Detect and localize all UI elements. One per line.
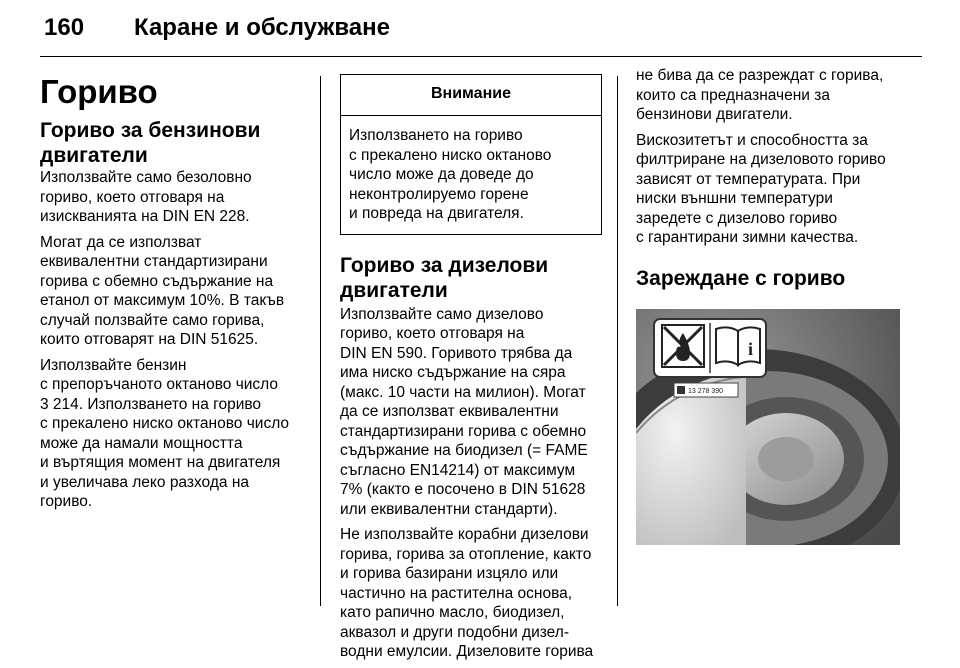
- col3-paragraph-2: Вискозитетът и способността за филтриране на дизеловото гориво зависят от температурата. При ниски външни температури заредете с дизелово гориво с гарантирани зимни качества.: [636, 131, 886, 246]
- petrol-heading: Гориво за бензинови двигатели: [40, 119, 261, 167]
- column-divider-1: [320, 76, 321, 606]
- svg-text:i: i: [748, 338, 754, 359]
- warning-body: [341, 116, 601, 234]
- page-header: [44, 14, 924, 50]
- fuel-filler-illustration: [636, 309, 900, 545]
- column-3: [636, 66, 906, 545]
- petrol-paragraph-3: Използвайте бензин с препоръчаното октаново число 3 214. Използването на гориво с прекалено ниско октаново число може да намали мощността и въртящия момент на двигателя и увеличава леко разхода на гориво.: [40, 356, 290, 510]
- petrol-paragraph-2: Могат да се използват еквивалентни стандартизирани горива с обемно съдържание на етанол от максимум 10%. В такъв случай ползвайте само горива, които отговарят на DIN 51625.: [40, 233, 285, 348]
- section-title: Каране и обслужване: [134, 14, 390, 41]
- column-divider-2: [617, 76, 618, 606]
- warning-title: Внимание: [341, 75, 601, 116]
- column-2: [340, 66, 602, 668]
- petrol-paragraph-1: Използвайте само безоловно гориво, което отговаря на изискванията на DIN EN 228.: [40, 169, 252, 225]
- page-number: 160: [44, 14, 85, 41]
- warning-text: Използването на гориво с прекалено ниско октаново число може да доведе до неконтролируемо горене и повреда на двигателя.: [349, 127, 552, 222]
- header-rule: [40, 56, 922, 57]
- warning-box: [340, 74, 602, 235]
- diesel-paragraph-2: Не използвайте корабни дизелови горива, горива за отопление, както и горива базирани изцяло или частично на растителна основа, като рапично масло, биодизел, аквазол и други подобни дизел- водни емулсии. Дизеловите горива: [340, 526, 594, 660]
- fuel-filler-photo: [636, 309, 900, 545]
- photo-image-id: 13 278 390: [688, 387, 724, 395]
- page-title: Гориво: [40, 73, 158, 110]
- diesel-heading: Гориво за дизелови двигатели: [340, 253, 549, 302]
- diesel-paragraph-1: Използвайте само дизелово гориво, което отговаря на DIN EN 590. Горивото трябва да има ниско съдържание на сяра (макс. 10 части на милион). Могат да се използват еквивалентни стандартизирани горива с обемно съдържание на биодизел (= FAME съгласно EN14214) от максимум 7% (както е посочено в DIN 51628 или еквивалентни стандарти).: [340, 305, 588, 518]
- col3-paragraph-1: не бива да се разреждат с горива, които са предназначени за бензинови двигатели.: [636, 67, 884, 123]
- refuel-heading: Зареждане с гориво: [636, 266, 846, 290]
- column-1: [40, 66, 312, 518]
